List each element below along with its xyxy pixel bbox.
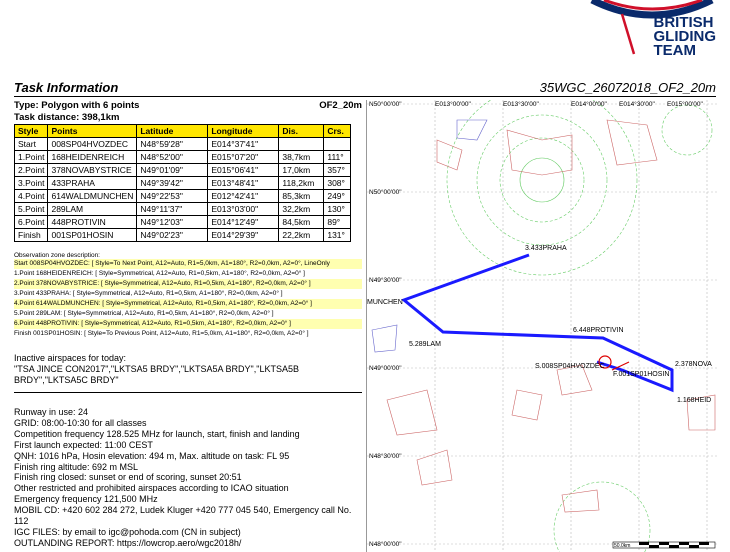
table-cell: N49°39'42" — [137, 177, 208, 190]
grid-label-top-0: N50°00'00" — [369, 101, 402, 108]
scale-bar — [613, 542, 715, 549]
table-cell: N49°11'37" — [137, 203, 208, 216]
table-cell: Start — [15, 138, 48, 151]
airspace-shapes — [372, 100, 715, 552]
table-cell: 118,2km — [279, 177, 324, 190]
table-cell: N49°12'03" — [137, 216, 208, 229]
table-cell: E014°29'39" — [208, 229, 279, 242]
label-heid: 1.168HEID — [677, 397, 712, 404]
table-row — [15, 151, 351, 164]
table-cell: 2.Point — [15, 164, 48, 177]
table-cell: 3.Point — [15, 177, 48, 190]
table-row — [15, 190, 351, 203]
task-map[interactable] — [366, 100, 717, 552]
inactive-title: Inactive airspaces for today: — [14, 353, 127, 363]
label-wald: MUNCHEN — [367, 299, 403, 306]
info-line: Emergency frequency 121,500 MHz — [14, 494, 158, 505]
table-cell: 168HEIDENREICH — [48, 151, 137, 164]
table-cell: 289LAM — [48, 203, 137, 216]
oz-line: 6.Point 448PROTIVIN: [ Style=Symmetrical, A12=Auto, R1=0,5km, A1=180°, R2=0,0km, A2=0° ] — [14, 319, 362, 329]
briefing-info — [14, 407, 362, 549]
table-cell: 433PRAHA — [48, 177, 137, 190]
table-cell: 1.Point — [15, 151, 48, 164]
table-cell: 614WALDMUNCHEN — [48, 190, 137, 203]
brand-line-2: GLIDING — [653, 28, 716, 45]
table-row — [15, 177, 351, 190]
grid-label-top-2: E013°30'00" — [503, 101, 539, 108]
label-nova: 2.378NOVA — [675, 361, 712, 368]
info-line: QNH: 1016 hPa, Hosin elevation: 494 m, Max. altitude on task: FL 95 — [14, 450, 290, 461]
table-cell — [279, 138, 324, 151]
table-cell: N49°01'09" — [137, 164, 208, 177]
oz-title: Observation zone description: — [14, 252, 100, 259]
table-cell: 008SP04HVOZDEC — [48, 138, 137, 151]
scale-label: 50.0km — [614, 543, 631, 549]
grid-label-top-5: E015°00'00" — [667, 101, 703, 108]
oz-line: Finish 001SP01HOSIN: [ Style=To Previous Point, A12=Auto, R1=5,0km, A1=180°, R2=0,0km, A2=0° ] — [14, 330, 309, 337]
table-cell: E013°48'41" — [208, 177, 279, 190]
table-cell: 378NOVABYSTRICE — [48, 164, 137, 177]
table-cell: 5.Point — [15, 203, 48, 216]
oz-line: 1.Point 168HEIDENREICH: [ Style=Symmetrical, A12=Auto, R1=0,5km, A1=180°, R2=0,0km, A2=0° ] — [14, 270, 305, 277]
table-cell: 308° — [324, 177, 351, 190]
oz-line: 5.Point 289LAM: [ Style=Symmetrical, A12=Auto, R1=0,5km, A1=180°, R2=0,0km, A2=0° ] — [14, 310, 274, 317]
map-canvas — [367, 100, 717, 552]
table-cell — [324, 138, 351, 151]
col-points: Points — [48, 125, 137, 138]
brand-logo-text — [654, 16, 717, 58]
table-cell: E012°42'41" — [208, 190, 279, 203]
inactive-list: "TSA JINCE CON2017","LKTSA5 BRDY","LKTSA5A BRDY","LKTSA5B BRDY","LKTSA5C BRDY" — [14, 364, 299, 385]
table-header-row — [15, 125, 351, 138]
oz-line: 3.Point 433PRAHA: [ Style=Symmetrical, A12=Auto, R1=0,5km, A1=180°, R2=0,0km, A2=0° ] — [14, 290, 283, 297]
table-cell: N48°52'00" — [137, 151, 208, 164]
label-finish: F.001SP01HOSIN — [613, 371, 670, 378]
info-line: IGC FILES: by email to igc@pohoda.com (CN in subject) — [14, 526, 241, 537]
info-line: First launch expected: 11:00 CEST — [14, 439, 153, 450]
task-type-label: Type: Polygon with 6 points — [14, 100, 140, 111]
table-cell: 32,2km — [279, 203, 324, 216]
table-cell: 357° — [324, 164, 351, 177]
label-protivin: 6.448PROTIVIN — [573, 327, 624, 334]
table-cell: E014°37'41" — [208, 138, 279, 151]
header-row — [14, 80, 716, 97]
turnpoint-table — [14, 124, 351, 242]
lat-label-1: N49°30'00" — [369, 277, 402, 284]
oz-list — [14, 259, 362, 339]
grid-label-top-3: E014°00'00" — [571, 101, 607, 108]
oz-line: 2.Point 378NOVABYSTRICE: [ Style=Symmetrical, A12=Auto, R1=0,5km, A1=180°, R2=0,0km, A2=0° ] — [14, 279, 362, 289]
lat-label-3: N48°30'00" — [369, 453, 402, 460]
table-row — [15, 203, 351, 216]
info-line: Other restricted and prohibited airspaces according to ICAO situation — [14, 483, 289, 494]
table-row — [15, 229, 351, 242]
table-cell: 38,7km — [279, 151, 324, 164]
table-cell: N48°59'28" — [137, 138, 208, 151]
divider — [14, 392, 362, 393]
page-title: Task Information — [14, 80, 119, 95]
table-cell: 249° — [324, 190, 351, 203]
table-cell: N49°02'23" — [137, 229, 208, 242]
oz-line: Start 008SP04HVOZDEC: [ Style=To Next Point, A12=Auto, R1=5,0km, A1=180°, R2=0,0km, A2=0°, LineOnly — [14, 259, 362, 269]
table-cell: N49°22'53" — [137, 190, 208, 203]
col-latitude: Latitude — [137, 125, 208, 138]
table-cell: E015°06'41" — [208, 164, 279, 177]
table-cell: 6.Point — [15, 216, 48, 229]
info-line: Runway in use: 24 — [14, 407, 89, 417]
label-lam: 5.289LAM — [409, 341, 441, 348]
col-style: Style — [15, 125, 48, 138]
table-row — [15, 216, 351, 229]
table-cell: E014°12'49" — [208, 216, 279, 229]
table-cell: E015°07'20" — [208, 151, 279, 164]
task-type — [14, 100, 362, 112]
table-cell: 448PROTIVIN — [48, 216, 137, 229]
lat-label-4: N48°00'00" — [369, 541, 402, 548]
left-panel — [14, 100, 362, 549]
table-cell: 85,3km — [279, 190, 324, 203]
table-cell: 001SP01HOSIN — [48, 229, 137, 242]
grid-label-top-1: E013°00'00" — [435, 101, 471, 108]
oz-line: 4.Point 614WALDMUNCHEN: [ Style=Symmetrical, A12=Auto, R1=0,5km, A1=180°, R2=0,0km, A2=0° ] — [14, 299, 362, 309]
brand-line-1: BRITISH — [653, 14, 714, 31]
grid-label-top-4: E014°30'00" — [619, 101, 655, 108]
info-line: Finish ring altitude: 692 m MSL — [14, 461, 139, 472]
table-cell: 89° — [324, 216, 351, 229]
task-file-name: 35WGC_26072018_OF2_20m — [539, 80, 716, 95]
lat-label-2: N49°00'00" — [369, 365, 402, 372]
info-line: Competition frequency 128.525 MHz for launch, start, finish and landing — [14, 428, 300, 439]
inactive-airspaces — [14, 353, 362, 386]
info-line: OUTLANDING REPORT: https://lowcrop.aero/wgc2018h/ — [14, 537, 242, 548]
info-line: GRID: 08:00-10:30 for all classes — [14, 417, 147, 428]
label-start: S.008SP04HVOZDEC — [535, 363, 605, 370]
table-row — [15, 138, 351, 151]
col-longitude: Longitude — [208, 125, 279, 138]
brand-line-3: TEAM — [653, 42, 696, 59]
label-praha: 3.433PRAHA — [525, 245, 567, 252]
info-line: MOBIL CD: +420 602 284 272, Ludek Kluger +420 777 045 540, Emergency call No. 112 — [14, 505, 352, 527]
info-line: Finish ring closed: sunset or end of scoring, sunset 20:51 — [14, 472, 242, 483]
col-course: Crs. — [324, 125, 351, 138]
table-cell: 17,0km — [279, 164, 324, 177]
table-cell: 84,5km — [279, 216, 324, 229]
col-distance: Dis. — [279, 125, 324, 138]
table-cell: E013°03'00" — [208, 203, 279, 216]
task-code: OF2_20m — [319, 100, 362, 111]
table-cell: 130° — [324, 203, 351, 216]
table-cell: 111° — [324, 151, 351, 164]
table-cell: Finish — [15, 229, 48, 242]
task-distance: Task distance: 398,1km — [14, 112, 120, 123]
table-row — [15, 164, 351, 177]
table-cell: 4.Point — [15, 190, 48, 203]
map-grid — [367, 100, 717, 552]
table-cell: 131° — [324, 229, 351, 242]
lat-label-0: N50°00'00" — [369, 189, 402, 196]
table-cell: 22,2km — [279, 229, 324, 242]
